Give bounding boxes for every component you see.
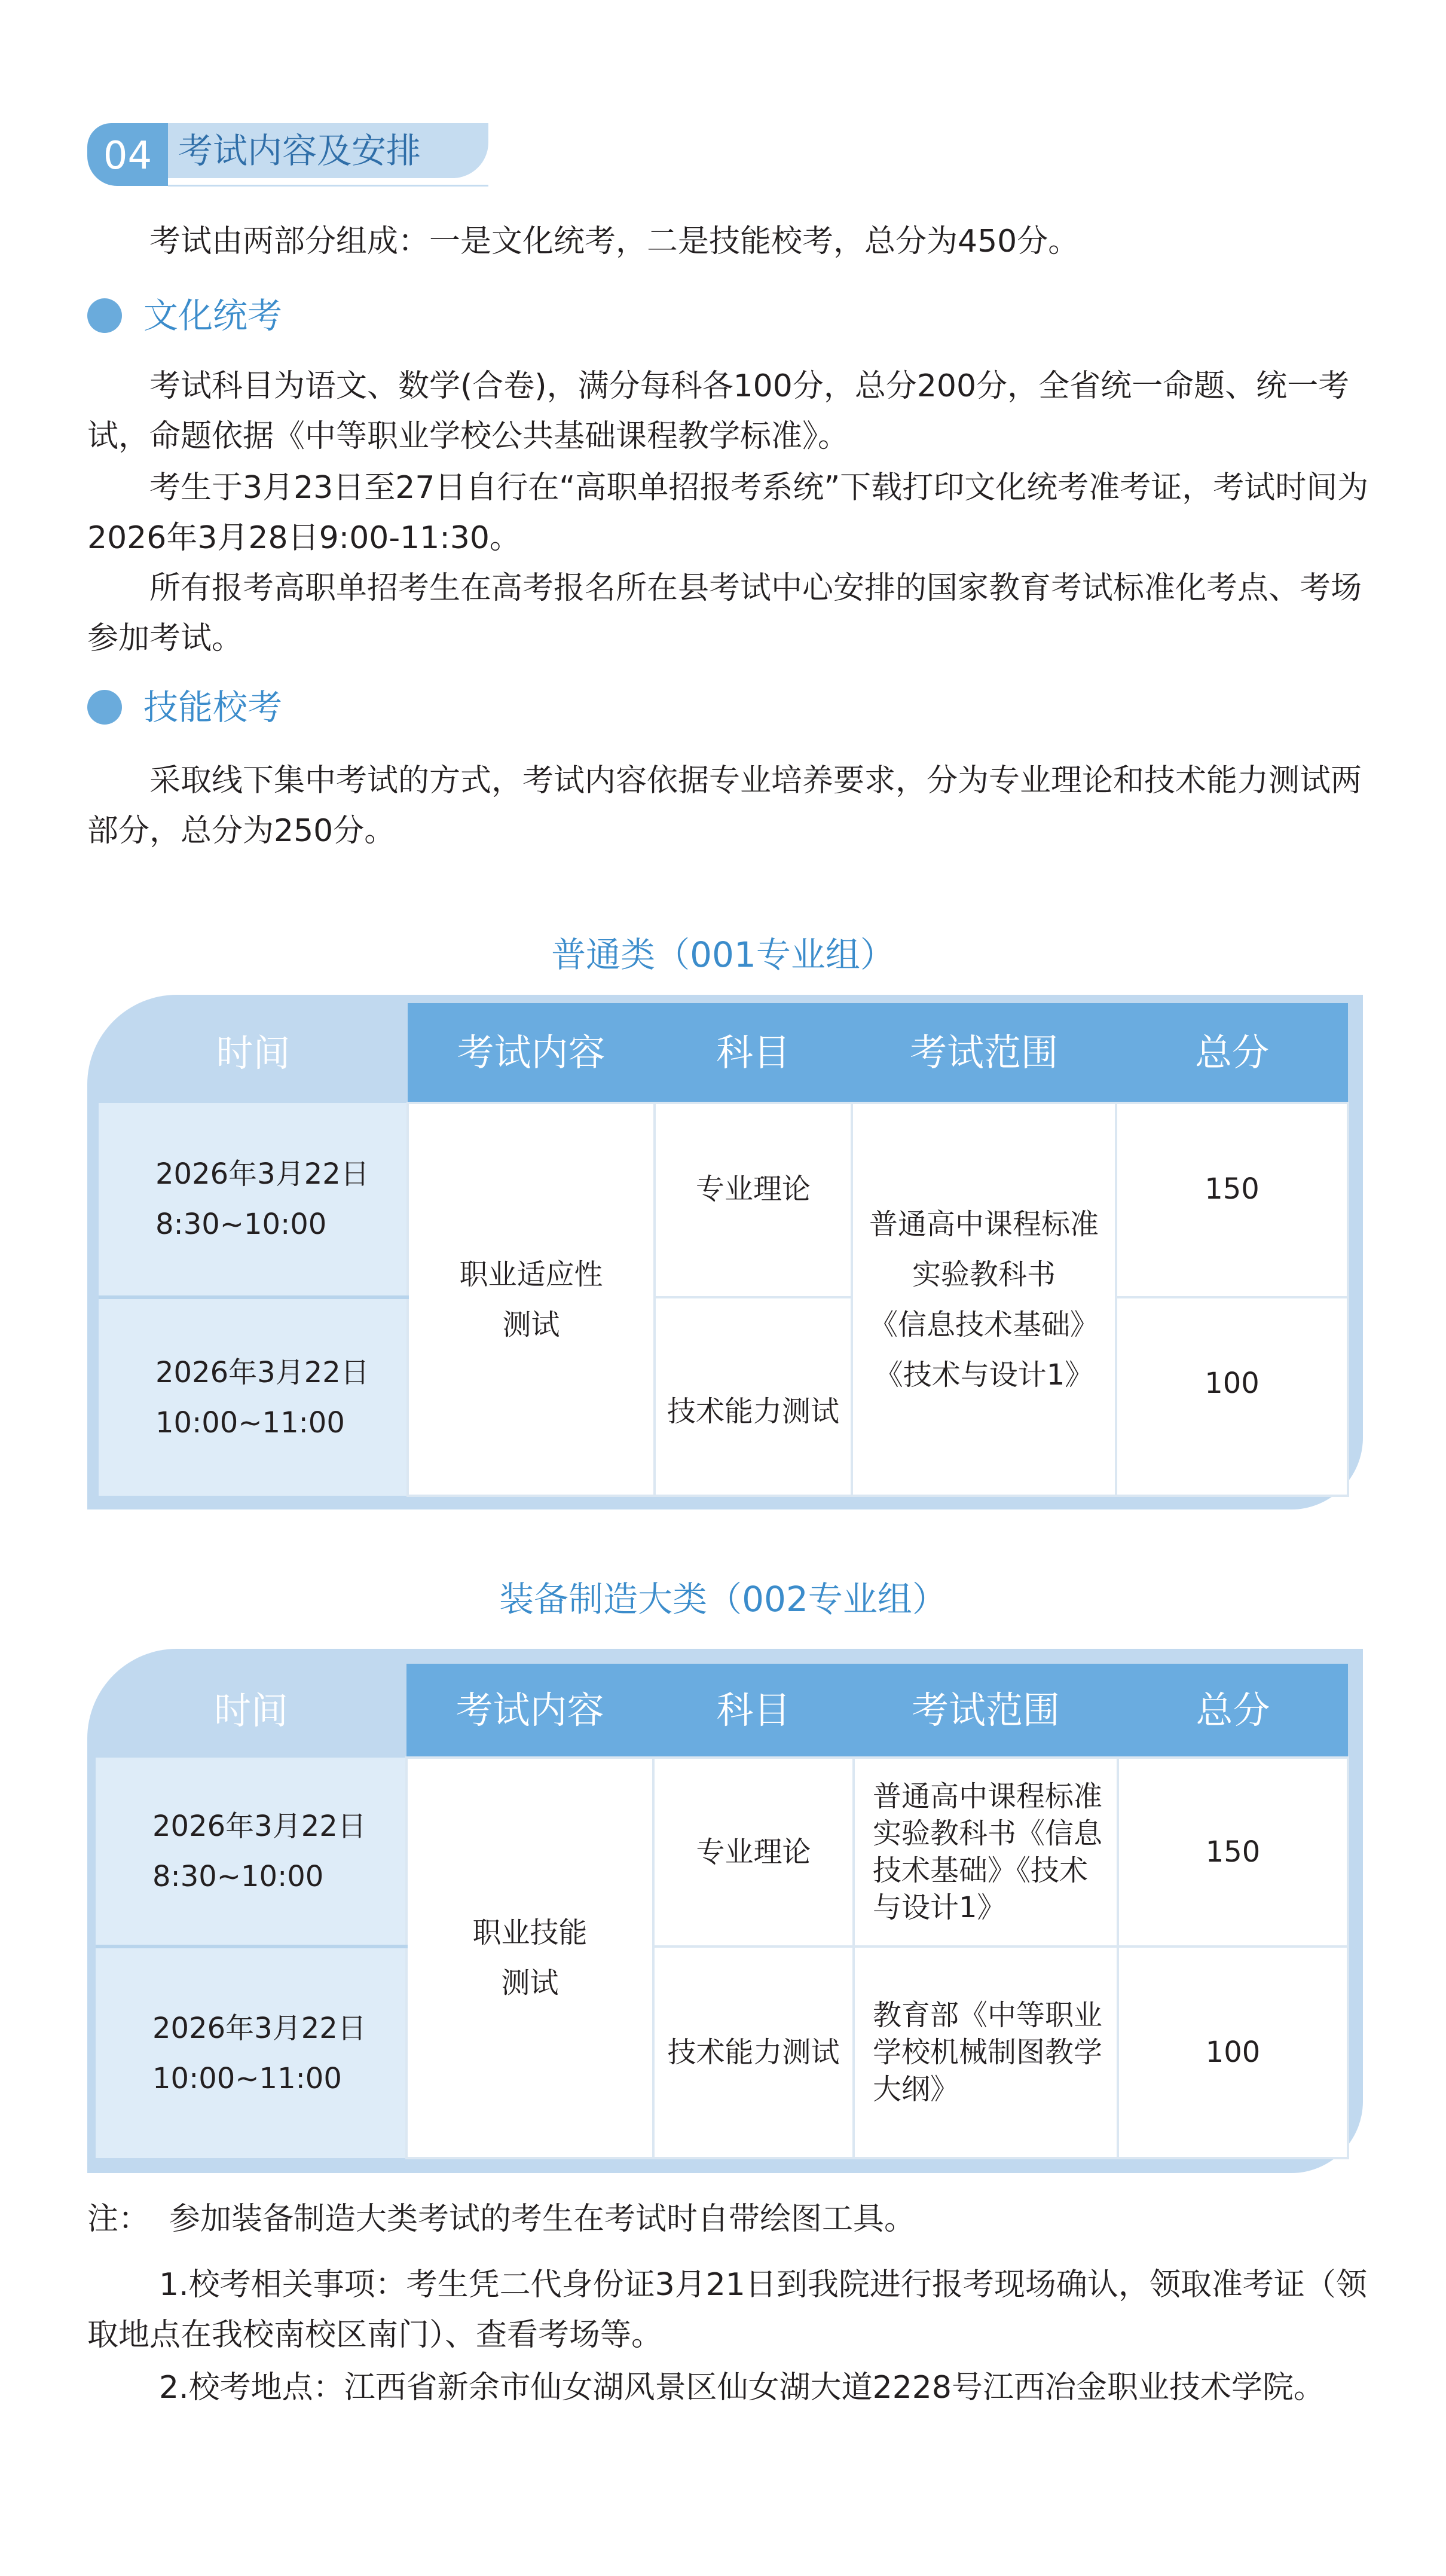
section-number: 04 <box>87 123 168 186</box>
time: 10:00~11:00 <box>152 2061 342 2095</box>
header-subject: 科目 <box>655 1003 852 1103</box>
date: 2026年3月22日 <box>155 1355 369 1389</box>
skill-paragraph: 采取线下集中考试的方式，考试内容依据专业培养要求，分为专业理论和技术能力测试两部分，总分为250分。 <box>87 763 1362 849</box>
content-cell <box>406 1758 653 2158</box>
culture-paragraph: 所有报考高职单招考生在高考报名所在县考试中心安排的国家教育考试标准化考点、考场参加考试。 <box>87 570 1362 656</box>
scope-line: 学校机械制图教学 <box>873 2036 1103 2069</box>
score-cell: 100 <box>1116 1297 1348 1496</box>
culture-heading-label: 文化统考 <box>143 295 283 336</box>
score-cell: 150 <box>1118 1758 1348 1946</box>
header-score: 总分 <box>1118 1664 1348 1758</box>
scope-line: 与设计1》 <box>873 1891 1006 1924</box>
subject-cell: 专业理论 <box>653 1758 854 1946</box>
header-time: 时间 <box>213 1688 288 1732</box>
table2-title: 装备制造大类（002专业组） <box>499 1579 947 1619</box>
scope-line: 《技术与设计1》 <box>874 1358 1094 1392</box>
header-subject: 科目 <box>653 1664 854 1758</box>
subject-cell: 技术能力测试 <box>655 1297 852 1496</box>
score-cell: 150 <box>1116 1103 1348 1297</box>
header-scope: 考试范围 <box>854 1664 1118 1758</box>
scope-line: 技术基础》《技术 <box>873 1854 1089 1887</box>
date: 2026年3月22日 <box>152 2011 366 2045</box>
bullet-icon <box>87 690 122 725</box>
subject-cell: 技术能力测试 <box>653 1946 854 2158</box>
section-header <box>87 123 488 186</box>
scope-line: 实验教科书 <box>912 1257 1056 1291</box>
table-row <box>99 1297 1348 1496</box>
culture-heading <box>87 295 282 337</box>
table1-title: 普通类（001专业组） <box>551 934 895 975</box>
header-scope: 考试范围 <box>852 1003 1116 1103</box>
time-cell <box>99 1297 408 1496</box>
subject-cell: 专业理论 <box>655 1103 852 1297</box>
scope-cell <box>854 1946 1118 2158</box>
table-row <box>96 1946 1348 2158</box>
skill-heading-label: 技能校考 <box>143 687 283 728</box>
scope-cell <box>854 1758 1118 1946</box>
scope-line: 普通高中课程标准 <box>873 1780 1103 1813</box>
table1 <box>99 1003 1349 1497</box>
header-score: 总分 <box>1116 1003 1348 1103</box>
time-cell <box>96 1758 406 1946</box>
culture-paragraph: 考试科目为语文、数学(合卷)，满分每科各100分，总分200分，全省统一命题、统一考试，命题依据《中等职业学校公共基础课程教学标准》。 <box>87 368 1350 454</box>
time: 10:00~11:00 <box>155 1405 345 1440</box>
bullet-icon <box>87 298 122 333</box>
table2 <box>96 1664 1349 2159</box>
content-line: 职业技能 <box>472 1916 588 1949</box>
header-time: 时间 <box>216 1031 291 1075</box>
time: 8:30~10:00 <box>155 1208 327 1241</box>
intro-text: 考试由两部分组成：一是文化统考，二是技能校考，总分为450分。 <box>149 224 1080 259</box>
time-cell <box>96 1946 406 2158</box>
table-row <box>96 1758 1348 1946</box>
scope-line: 大纲》 <box>873 2073 959 2106</box>
header-content: 考试内容 <box>408 1003 655 1103</box>
date: 2026年3月22日 <box>155 1157 369 1191</box>
header-content: 考试内容 <box>406 1664 653 1758</box>
content-line: 职业适应性 <box>459 1257 603 1291</box>
content-line: 测试 <box>502 1307 560 1342</box>
scope-line: 教育部《中等职业 <box>873 1999 1103 2032</box>
scope-cell <box>852 1103 1116 1496</box>
scope-line: 普通高中课程标准 <box>869 1207 1099 1241</box>
score-cell: 100 <box>1118 1946 1348 2158</box>
skill-heading <box>87 686 282 728</box>
content-cell <box>408 1103 655 1496</box>
time-cell <box>99 1103 408 1297</box>
table-row <box>99 1103 1348 1297</box>
content-line: 测试 <box>501 1966 559 2000</box>
culture-paragraph: 考生于3月23日至27日自行在“高职单招报考系统”下载打印文化统考准考证，考试时间为2026年3月28日9:00-11:30。 <box>87 470 1369 556</box>
scope-line: 《信息技术基础》 <box>869 1307 1099 1342</box>
note-item-2: 2.校考地点：江西省新余市仙女湖风景区仙女湖大道2228号江西冶金职业技术学院。 <box>159 2370 1325 2406</box>
time: 8:30~10:00 <box>152 1859 324 1893</box>
note-item-1: 1.校考相关事项：考生凭二代身份证3月21日到我院进行报考现场确认，领取准考证（领取地点在我校南校区南门）、查看考场等。 <box>87 2267 1367 2353</box>
section-title: 考试内容及安排 <box>178 130 421 171</box>
scope-line: 实验教科书《信息 <box>873 1817 1103 1850</box>
note: 注： 参加装备制造大类考试的考生在考试时自带绘图工具。 <box>87 2201 916 2237</box>
divider <box>168 185 488 187</box>
date: 2026年3月22日 <box>152 1809 366 1843</box>
